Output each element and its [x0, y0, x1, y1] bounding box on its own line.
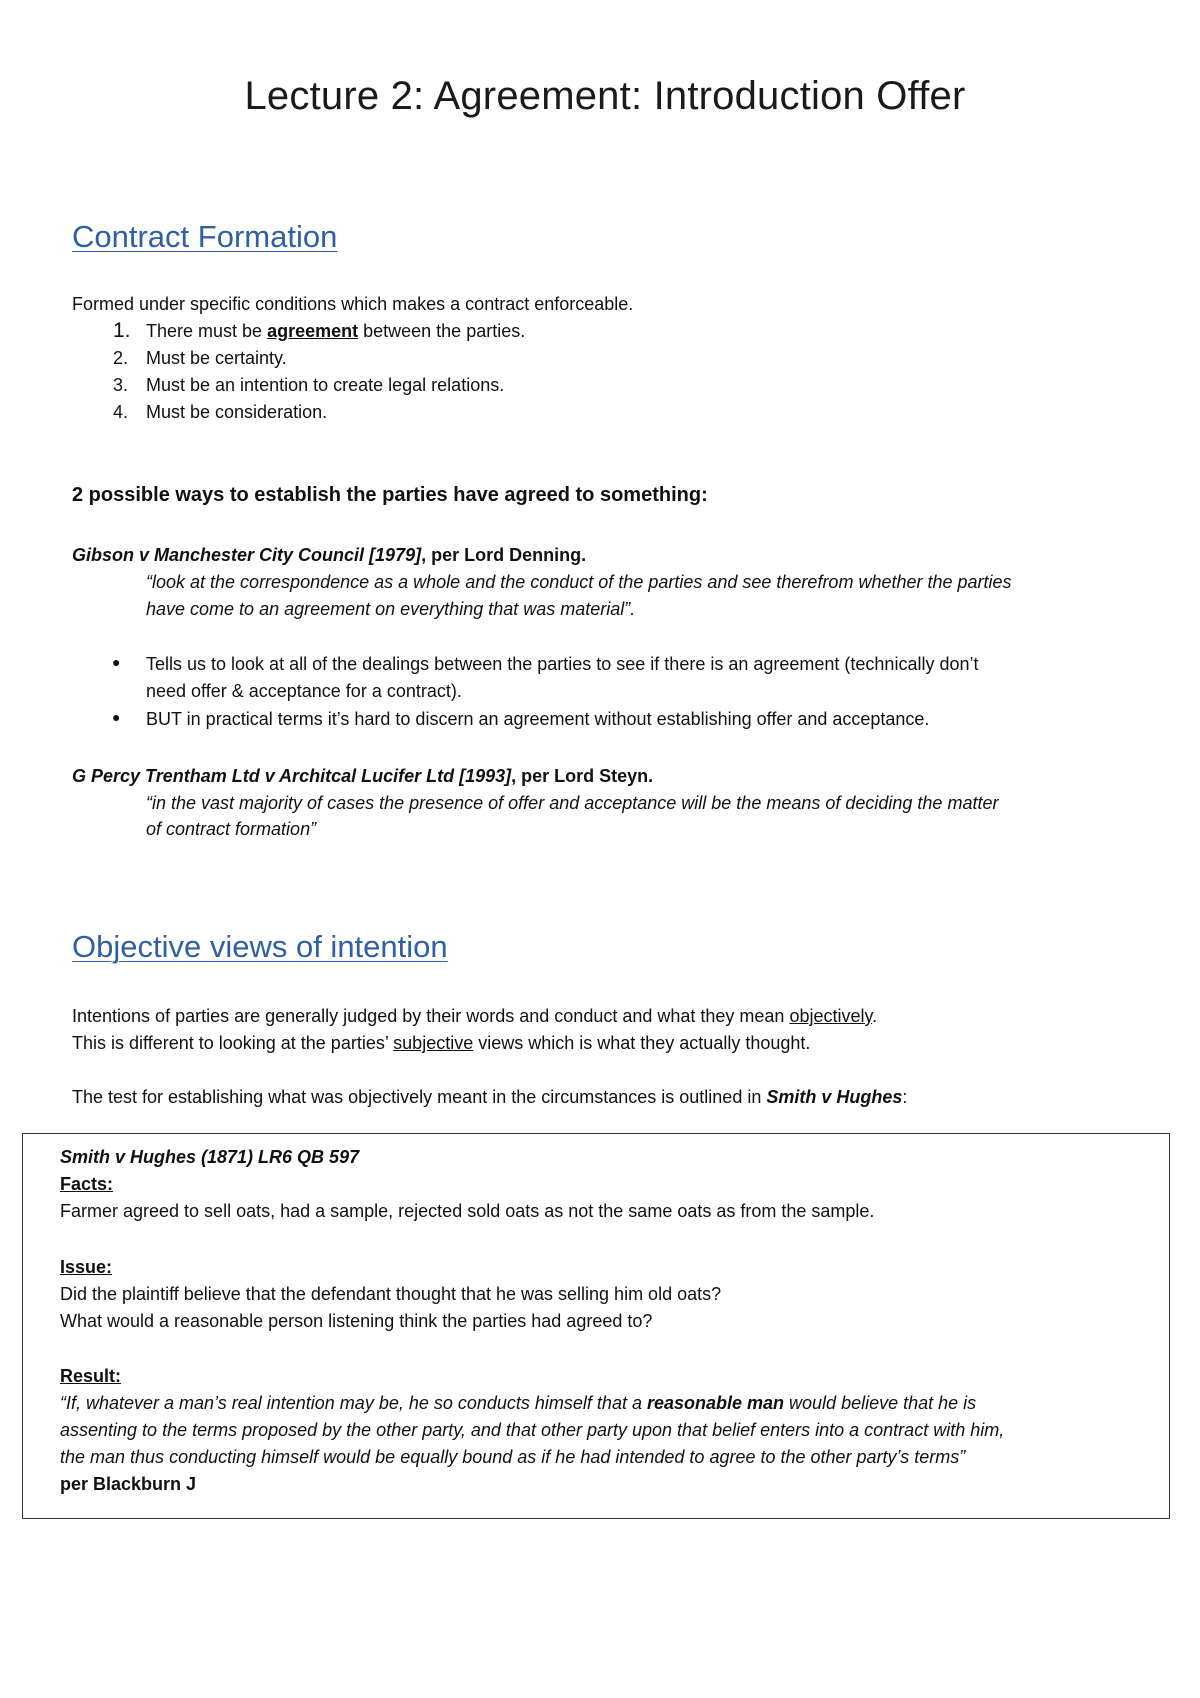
- objective-line3: The test for establishing what was objectively meant in the circumstances is outlined in Smith v Hughes:: [72, 1087, 908, 1107]
- objective-line2: This is different to looking at the parties’ subjective views which is what they actually thought.: [72, 1033, 811, 1053]
- objective-line1: Intentions of parties are generally judged by their words and conduct and what they mean objectively.: [72, 1006, 878, 1026]
- list-text: There must be agreement between the parties.: [146, 321, 526, 341]
- list-item: [0, 348, 1200, 374]
- judge-attribution: per Blackburn J: [60, 1474, 197, 1494]
- list-item: [0, 375, 1200, 401]
- page-title: Lecture 2: Agreement: Introduction Offer: [244, 74, 966, 118]
- case-citation-gibson: Gibson v Manchester City Council [1979], per Lord Denning.: [72, 545, 587, 565]
- quote-percy-line2: of contract formation”: [146, 819, 317, 839]
- result-quote-1: “If, whatever a man’s real intention may be, he so conducts himself that a reasonable man would believe that he is: [60, 1393, 977, 1413]
- bullet-icon: ●: [112, 709, 121, 725]
- list-item: [0, 321, 1200, 347]
- list-item: [0, 402, 1200, 428]
- bullet-icon: ●: [112, 654, 121, 670]
- list-number: 4.: [113, 402, 129, 422]
- list-text: Must be certainty.: [146, 348, 287, 368]
- quote-percy-line1: “in the vast majority of cases the presence of offer and acceptance will be the means of deciding the matter: [146, 793, 999, 813]
- facts-text: Farmer agreed to sell oats, had a sample, rejected sold oats as not the same oats as from the sample.: [60, 1201, 875, 1221]
- issue-text-2: What would a reasonable person listening think the parties had agreed to?: [60, 1311, 653, 1331]
- case-box-smith-v-hughes: [22, 1133, 1170, 1519]
- emphasis-subjective: subjective: [393, 1033, 474, 1053]
- list-number: 1.: [113, 319, 131, 342]
- issue-text-1: Did the plaintiff believe that the defendant thought that he was selling him old oats?: [60, 1284, 722, 1304]
- quote-gibson-line2: have come to an agreement on everything that was material”.: [146, 599, 636, 619]
- emphasis-agreement: agreement: [267, 321, 359, 341]
- section-heading-contract-formation: Contract Formation: [72, 219, 338, 254]
- emphasis-reasonable-man: reasonable man: [646, 1393, 785, 1413]
- section-heading-objective-views: Objective views of intention: [72, 929, 448, 964]
- quote-gibson-line1: “look at the correspondence as a whole and the conduct of the parties and see therefrom whether the parties: [146, 572, 1012, 592]
- ways-heading: 2 possible ways to establish the parties have agreed to something:: [72, 484, 708, 506]
- emphasis-objectively: objectively: [789, 1006, 873, 1026]
- facts-label: Facts:: [60, 1174, 114, 1194]
- list-item: ● BUT in practical terms it’s hard to discern an agreement without establishing offer and acceptance.: [112, 709, 930, 729]
- case-citation-percy: G Percy Trentham Ltd v Architcal Lucifer Ltd [1993], per Lord Steyn.: [72, 766, 654, 786]
- list-number: 2.: [113, 348, 129, 368]
- list-text: Must be an intention to create legal relations.: [146, 375, 505, 395]
- result-label: Result:: [60, 1366, 122, 1386]
- list-text: Must be consideration.: [146, 402, 328, 422]
- contract-formation-intro: Formed under specific conditions which makes a contract enforceable.: [72, 294, 634, 314]
- issue-label: Issue:: [60, 1257, 113, 1277]
- list-number: 3.: [113, 375, 129, 395]
- result-quote-2: assenting to the terms proposed by the other party, and that other party upon that belief enters into a contract with him,: [60, 1420, 1005, 1440]
- case-box-title: Smith v Hughes (1871) LR6 QB 597: [60, 1147, 360, 1167]
- result-quote-3: the man thus conducting himself would be equally bound as if he had intended to agree to the other party’s terms”: [60, 1447, 966, 1467]
- emphasis-smith-v-hughes: Smith v Hughes: [766, 1087, 903, 1107]
- list-item: ● Tells us to look at all of the dealings between the parties to see if there is an agreement (technically don’t need offer & acceptance for a contract).: [112, 654, 979, 701]
